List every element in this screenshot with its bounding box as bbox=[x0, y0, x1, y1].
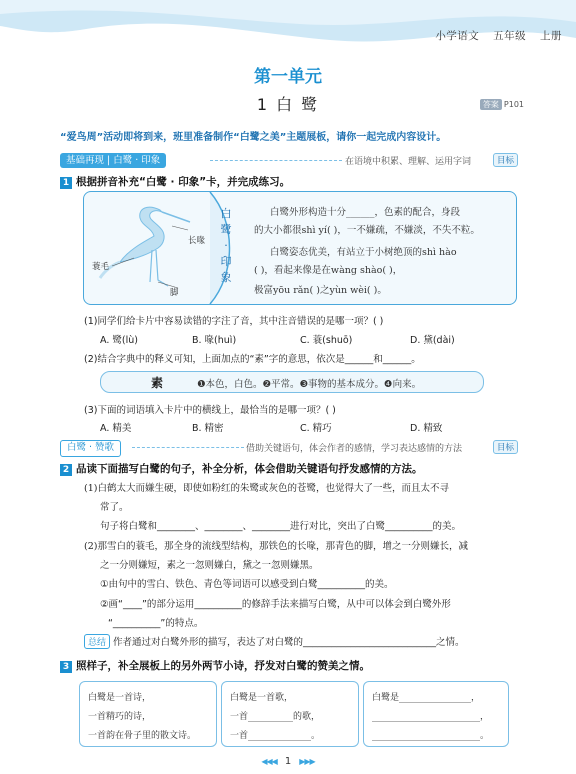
vert-char: 象 bbox=[220, 271, 232, 284]
card-line: 的大小都很shì yí( )，一不嫌疏，不嫌淡，不失不粒。 bbox=[254, 225, 480, 236]
question-2-title bbox=[60, 461, 423, 476]
option[interactable]: D. 精致 bbox=[410, 423, 443, 434]
option[interactable]: B. 喙(huì) bbox=[192, 335, 237, 346]
q2-para2: 之一分则嫌短，素之一忽则嫌白，黛之一忽则嫌黑。 bbox=[100, 560, 319, 571]
intro-text: “爱鸟周”活动即将到来，班里准备制作“白鹭之美”主题展板，请你一起完成内容设计。 bbox=[60, 132, 447, 143]
poem-line[interactable]: 白鹭是________________， bbox=[372, 693, 481, 703]
poem-line: 白鹭是一首歌， bbox=[230, 693, 294, 703]
header-subject: 小学语文 bbox=[435, 30, 480, 42]
question-number: 2 bbox=[60, 464, 72, 476]
answer-page-ref[interactable] bbox=[480, 99, 524, 110]
summary-tag: 总结 bbox=[84, 634, 110, 649]
q2-summary bbox=[84, 634, 465, 649]
q1-sub3: (3)下面的词语填入卡片中的横线上，最恰当的是哪一项？( ) bbox=[84, 405, 336, 416]
question-1-title bbox=[60, 174, 290, 189]
label-feather: 蓑毛 bbox=[92, 262, 110, 272]
goal-tag: 目标 bbox=[493, 153, 518, 167]
header-info bbox=[425, 28, 562, 43]
poem-line[interactable]: ________________________。 bbox=[372, 731, 490, 741]
section-praise-badge: 白鹭 · 赞歌 bbox=[60, 440, 121, 457]
q2-para1: (1)白鹤太大而嫌生硬，即使如粉红的朱鹭或灰色的苍鹭，也觉得大了一些，而且太不寻 bbox=[84, 483, 449, 494]
poem-box-2[interactable] bbox=[221, 681, 359, 747]
q1-sub2: (2)结合字典中的释义可知，上面加点的“素”字的意思，依次是______和______。 bbox=[84, 354, 421, 365]
option[interactable]: D. 黛(dài) bbox=[410, 335, 455, 346]
poem-line: 一首韵在骨子里的散文诗。 bbox=[88, 731, 197, 741]
vert-char: 白 bbox=[220, 207, 232, 220]
poem-line[interactable]: 一首______________。 bbox=[230, 731, 321, 741]
option[interactable]: B. 精密 bbox=[192, 423, 224, 434]
question-number: 3 bbox=[60, 661, 72, 673]
section-praise bbox=[60, 440, 518, 456]
goal-tag: 目标 bbox=[493, 440, 518, 454]
header-grade: 五年级 bbox=[493, 30, 527, 42]
question-text: 品读下面描写白鹭的句子，补全分析，体会借助关键语句抒发感情的方法。 bbox=[76, 463, 423, 475]
q2-fill[interactable]: “__________”的特点。 bbox=[108, 618, 204, 629]
answer-tag: 答案 bbox=[480, 99, 502, 110]
dictionary-box bbox=[100, 371, 484, 393]
prev-arrows-icon: ◀◀◀ bbox=[261, 757, 277, 766]
poem-line[interactable]: ________________________， bbox=[372, 712, 490, 722]
page-number: 1 bbox=[284, 756, 292, 767]
section-praise-note: 借助关键语句，体会作者的感情，学习表达感情的方法 bbox=[246, 444, 463, 454]
vert-char: · bbox=[224, 239, 228, 252]
vert-char: 印 bbox=[220, 255, 232, 268]
section-basic bbox=[60, 153, 518, 169]
page-footer bbox=[0, 756, 576, 767]
option[interactable]: A. 精美 bbox=[100, 423, 132, 434]
card-line: 极富yōu rǎn( )之yùn wèi( )。 bbox=[254, 285, 387, 296]
poem-line: 白鹭是一首诗， bbox=[88, 693, 152, 703]
card-line: ( )，看起来像是在wàng shào( )， bbox=[254, 265, 403, 276]
q2-fill[interactable]: ②画“____”的部分运用__________的修辞手法来描写白鹭，从中可以体会到白鹭外形 bbox=[100, 599, 451, 610]
card-vertical-title bbox=[218, 206, 234, 286]
question-text: 根据拼音补充“白鹭 · 印象”卡，并完成练习。 bbox=[76, 176, 291, 188]
q2-para2: (2)那雪白的蓑毛，那全身的流线型结构，那铁色的长喙，那青色的脚，增之一分则嫌长，减 bbox=[84, 541, 468, 552]
egret-illustration bbox=[90, 196, 218, 300]
label-beak: 长喙 bbox=[188, 236, 206, 246]
question-3-title bbox=[60, 658, 370, 673]
q2-fill[interactable]: ①由句中的雪白、铁色、青色等词语可以感受到白鹭__________的美。 bbox=[100, 579, 394, 590]
card-line: 白鹭姿态优美，有站立于小树绝顶的shì hào bbox=[270, 247, 457, 258]
dict-defs: ❶本色，白色。❷平常。❸事物的基本成分。❹向来。 bbox=[197, 379, 422, 390]
answer-page: P101 bbox=[503, 100, 524, 109]
poem-box-example bbox=[79, 681, 217, 747]
poem-line[interactable]: 一首__________的歌， bbox=[230, 712, 321, 722]
summary-text[interactable]: 作者通过对白鹭外形的描写，表达了对白鹭的____________________________之情。 bbox=[113, 637, 465, 648]
egret-card bbox=[83, 191, 517, 305]
unit-title: 第一单元 bbox=[254, 67, 322, 87]
label-leg: 脚 bbox=[170, 288, 179, 298]
section-basic-note: 在语境中积累、理解、运用字词 bbox=[345, 157, 472, 167]
poem-box-3[interactable] bbox=[363, 681, 509, 747]
question-number: 1 bbox=[60, 177, 72, 189]
question-text: 照样子，补全展板上的另外两节小诗，抒发对白鹭的赞美之情。 bbox=[76, 660, 370, 672]
vert-char: 鹭 bbox=[220, 223, 232, 236]
section-divider bbox=[132, 447, 244, 448]
q1-sub1: (1)同学们给卡片中容易读错的字注了音，其中注音错误的是哪一项？( ) bbox=[84, 316, 384, 327]
poem-boards bbox=[79, 681, 509, 747]
lesson-title: 1 白 鹭 bbox=[256, 95, 320, 114]
section-basic-badge: 基础再现 | 白鹭 · 印象 bbox=[60, 153, 166, 168]
next-arrows-icon: ▶▶▶ bbox=[299, 757, 315, 766]
option[interactable]: A. 鹭(lù) bbox=[100, 335, 138, 346]
option[interactable]: C. 蓑(shuō) bbox=[300, 335, 353, 346]
poem-line: 一首精巧的诗， bbox=[88, 712, 152, 722]
option[interactable]: C. 精巧 bbox=[300, 423, 332, 434]
section-divider bbox=[210, 160, 342, 161]
dict-char: 素 bbox=[151, 376, 164, 390]
q2-para1: 常了。 bbox=[100, 502, 129, 513]
header-term: 上册 bbox=[540, 30, 562, 42]
card-line: 白鹭外形构造十分______，色素的配合，身段 bbox=[270, 207, 461, 218]
q2-fill[interactable]: 句子将白鹭和________、________、________进行对比，突出了白鹭__________的美。 bbox=[100, 521, 462, 532]
